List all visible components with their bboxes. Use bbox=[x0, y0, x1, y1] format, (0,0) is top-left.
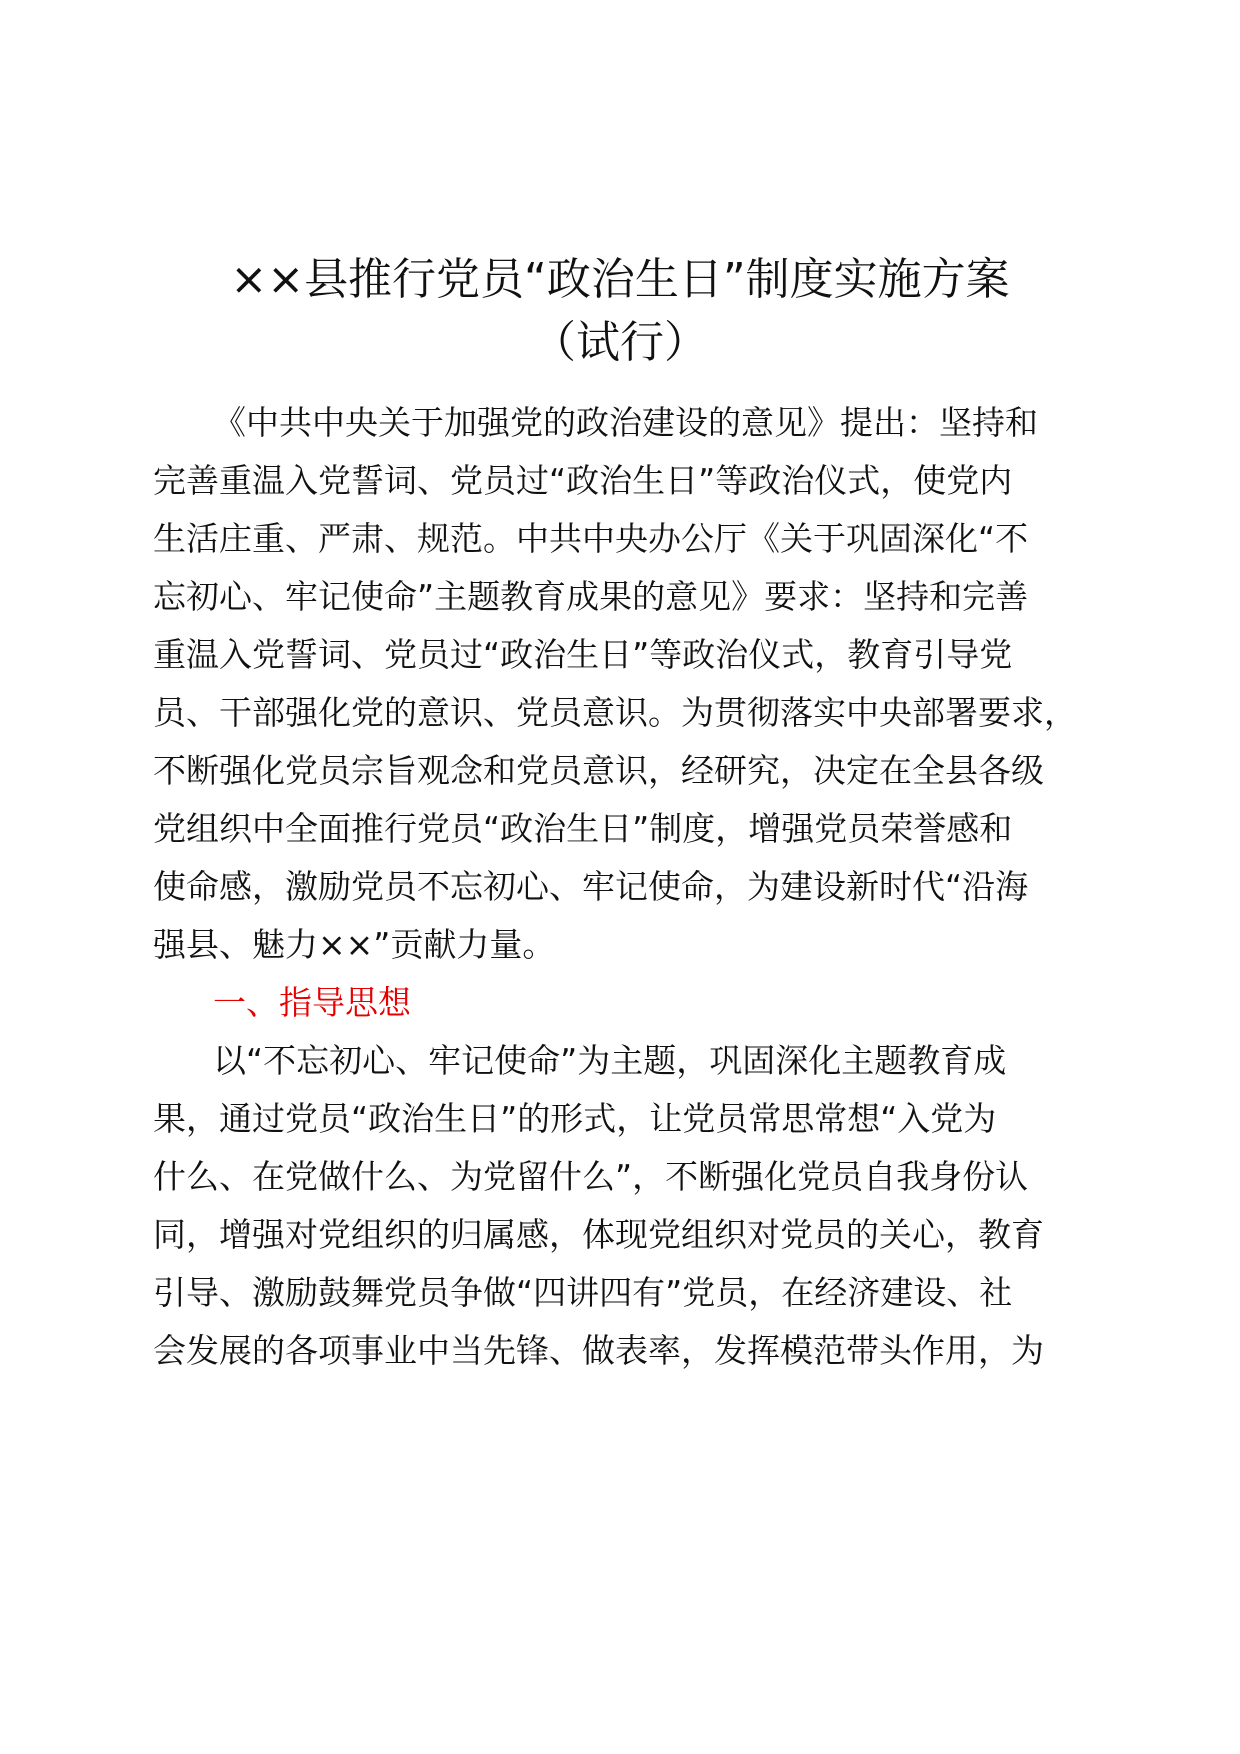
paragraph-line: 什么、在党做什么、为党留什么”，不断强化党员自我身份认 bbox=[153, 1157, 1029, 1196]
paragraph-line: 同，增强对党组织的归属感，体现党组织对党员的关心，教育 bbox=[153, 1215, 1044, 1254]
section-heading: 一、指导思想 bbox=[213, 983, 411, 1022]
paragraph-line: 忘初心、牢记使命”主题教育成果的意见》要求：坚持和完善 bbox=[153, 577, 1029, 616]
paragraph-line: 《中共中央关于加强党的政治建设的意见》提出：坚持和 bbox=[213, 403, 1038, 442]
paragraph-line: 使命感，激励党员不忘初心、牢记使命，为建设新时代“沿海 bbox=[153, 867, 1029, 906]
paragraph-line: 生活庄重、严肃、规范。中共中央办公厅《关于巩固深化“不 bbox=[153, 519, 1029, 558]
paragraph-line: 引导、激励鼓舞党员争做“四讲四有”党员，在经济建设、社 bbox=[153, 1273, 1013, 1312]
document-subtitle: （试行） bbox=[532, 317, 708, 368]
paragraph-line: 重温入党誓词、党员过“政治生日”等政治仪式，教育引导党 bbox=[153, 635, 1013, 674]
paragraph-line: 党组织中全面推行党员“政治生日”制度，增强党员荣誉感和 bbox=[153, 809, 1013, 848]
paragraph-line: 完善重温入党誓词、党员过“政治生日”等政治仪式，使党内 bbox=[153, 461, 1013, 500]
paragraph-line: 会发展的各项事业中当先锋、做表率，发挥模范带头作用，为 bbox=[153, 1331, 1044, 1370]
paragraph-line: 果，通过党员“政治生日”的形式，让党员常思常想“入党为 bbox=[153, 1099, 997, 1138]
document-title: ××县推行党员“政治生日”制度实施方案 bbox=[230, 254, 1010, 305]
paragraph-line: 以“不忘初心、牢记使命”为主题，巩固深化主题教育成 bbox=[213, 1041, 1007, 1080]
paragraph-line: 员、干部强化党的意识、党员意识。为贯彻落实中央部署要求， bbox=[153, 693, 1077, 732]
paragraph-line: 不断强化党员宗旨观念和党员意识，经研究，决定在全县各级 bbox=[153, 751, 1044, 790]
paragraph-line: 强县、魅力××”贡献力量。 bbox=[153, 925, 556, 964]
